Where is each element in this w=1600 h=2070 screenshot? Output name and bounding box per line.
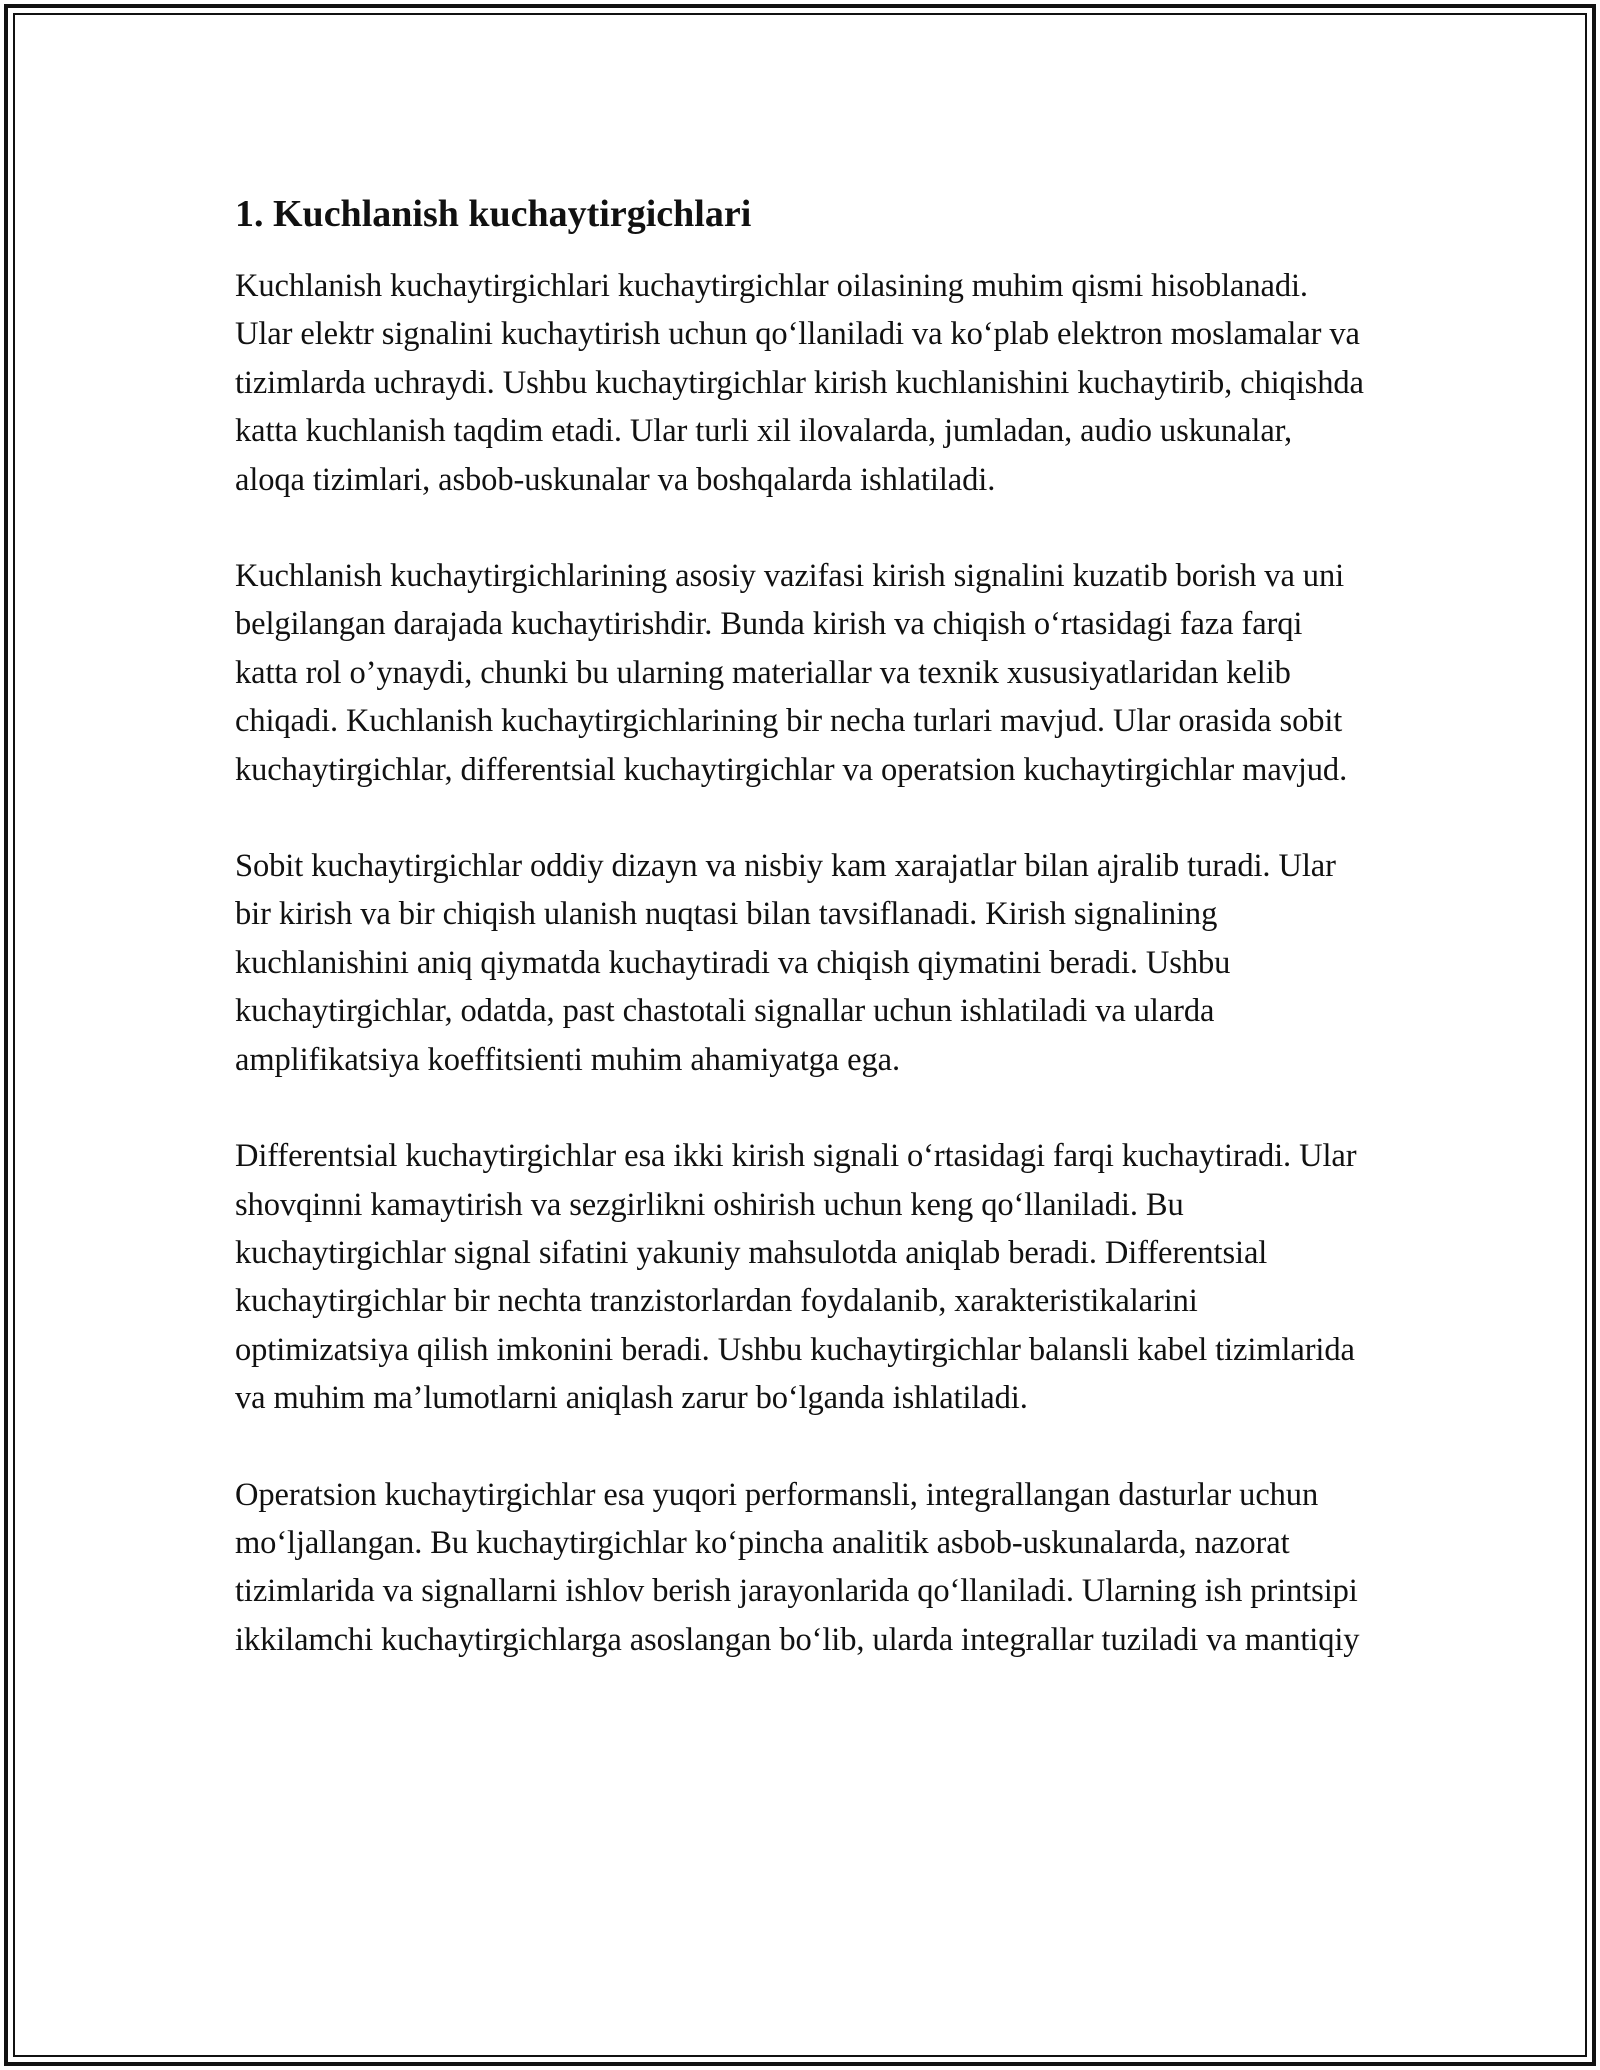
paragraph-intro: Kuchlanish kuchaytirgichlari kuchaytirgichlar oilasining muhim qismi hisoblanadi. Ular elektr signalini kuchaytirish uchun qo‘llaniladi va ko‘plab elektron moslamalar va tizimlarda uchraydi. Ushbu kuchaytirgichlar kirish kuchlanishini kuchaytirib, chiqishda katta kuchlanish taqdim etadi. Ular turli xil ilovalarda, jumladan, audio uskunalar, aloqa tizimlari, asbob-uskunalar va boshqalarda ishlatiladi. — [235, 268, 1364, 498]
section-heading: 1. Kuchlanish kuchaytirgichlari — [235, 193, 752, 235]
document-body — [235, 186, 1365, 1712]
paragraph-operational-amplifiers: Operatsion kuchaytirgichlar esa yuqori performansli, integrallangan dasturlar uchun mo‘ljallangan. Bu kuchaytirgichlar ko‘pincha analitik asbob-uskunalarda, nazorat tizimlarida va signallarni ishlov berish jarayonlarida qo‘llaniladi. Ularning ish printsipi ikkilamchi kuchaytirgichlarga asoslangan bo‘lib, ularda integrallar tuziladi va mantiqiy — [235, 1476, 1360, 1658]
paragraph-differential-amplifiers: Differentsial kuchaytirgichlar esa ikki kirish signali o‘rtasidagi farqi kuchaytiradi. Ular shovqinni kamaytirish va sezgirlikni oshirish uchun keng qo‘llaniladi. Bu kuchaytirgichlar signal sifatini yakuniy mahsulotda aniqlab beradi. Differentsial kuchaytirgichlar bir nechta tranzistorlardan foydalanib, xarakteristikalarini optimizatsiya qilish imkonini beradi. Ushbu kuchaytirgichlar balansli kabel tizimlarida va muhim ma’lumotlarni aniqlash zarur bo‘lganda ishlatiladi. — [235, 1138, 1357, 1417]
paragraph-fixed-amplifiers: Sobit kuchaytirgichlar oddiy dizayn va nisbiy kam xarajatlar bilan ajralib turadi. Ular bir kirish va bir chiqish ulanish nuqtasi bilan tavsiflanadi. Kirish signalining kuchlanishini aniq qiymatda kuchaytiradi va chiqish qiymatini beradi. Ushbu kuchaytirgichlar, odatda, past chastotali signallar uchun ishlatiladi va ularda amplifikatsiya koeffitsienti muhim ahamiyatga ega. — [235, 848, 1336, 1078]
paragraph-main-function: Kuchlanish kuchaytirgichlarining asosiy vazifasi kirish signalini kuzatib borish va uni belgilangan darajada kuchaytirishdir. Bunda kirish va chiqish o‘rtasidagi faza farqi katta rol o’ynaydi, chunki bu ularning materiallar va texnik xususiyatlaridan kelib chiqadi. Kuchlanish kuchaytirgichlarining bir necha turlari mavjud. Ular orasida sobit kuchaytirgichlar, differentsial kuchaytirgichlar va operatsion kuchaytirgichlar mavjud. — [235, 558, 1348, 788]
